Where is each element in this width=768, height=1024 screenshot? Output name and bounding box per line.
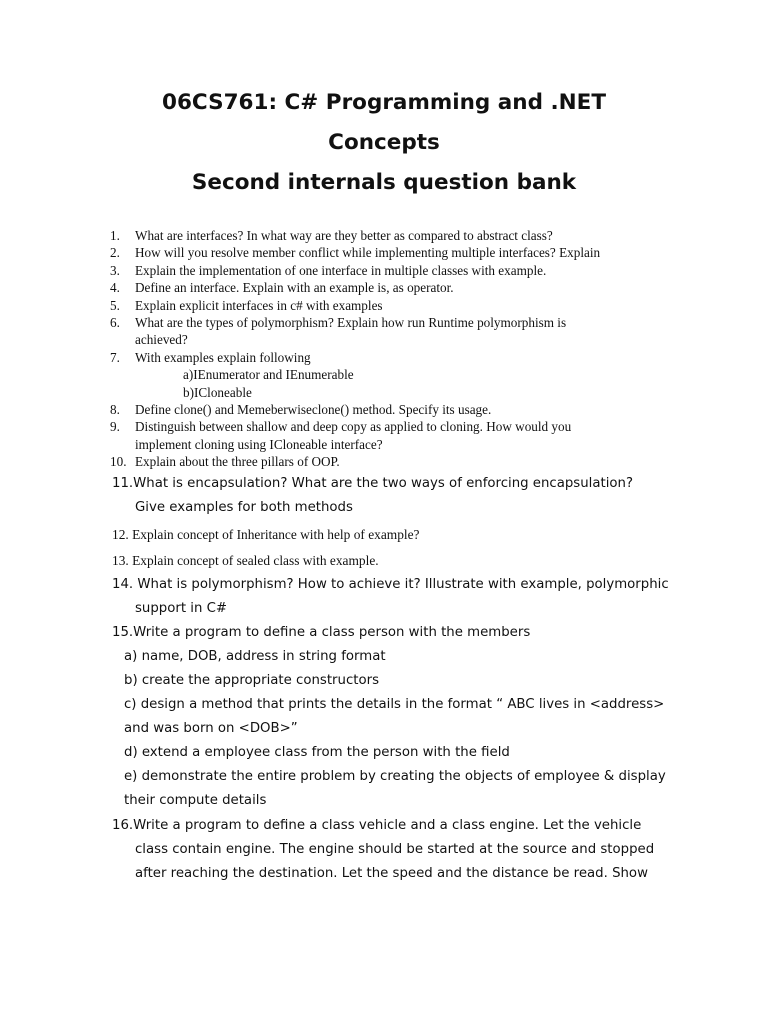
- question-item: [110, 453, 730, 470]
- question-text: 14. What is polymorphism? How to achieve it? Illustrate with example, polymorphic: [112, 577, 669, 592]
- question-text: Distinguish between shallow and deep copy as applied to cloning. How would you: [135, 419, 572, 435]
- question-number: 5.: [110, 297, 120, 313]
- question-text-continued: class contain engine. The engine should be started at the source and stopped: [135, 842, 655, 857]
- question-11: [112, 472, 712, 520]
- question-item: [110, 418, 730, 453]
- question-text: 16.Write a program to define a class vehicle and a class engine. Let the vehicle: [112, 818, 642, 833]
- document-subtitle: Second internals question bank: [191, 170, 577, 195]
- question-16: [112, 814, 712, 886]
- sub-question: d) extend a employee class from the person with the field: [124, 745, 510, 760]
- question-number: 10.: [110, 454, 127, 470]
- question-text: How will you resolve member conflict while implementing multiple interfaces? Explain: [135, 245, 601, 261]
- question-number: 7.: [110, 349, 120, 365]
- sub-question-continued: their compute details: [124, 793, 267, 808]
- question-12: 12. Explain concept of Inheritance with help of example?: [112, 527, 420, 542]
- question-text: 11.What is encapsulation? What are the two ways of enforcing encapsulation?: [112, 476, 634, 491]
- question-item: [110, 314, 730, 349]
- question-14: [112, 573, 712, 621]
- question-15-subparts: [124, 645, 724, 813]
- question-text: What are the types of polymorphism? Explain how run Runtime polymorphism is: [135, 315, 567, 331]
- question-item: [110, 244, 730, 261]
- question-text-continued: achieved?: [135, 332, 188, 348]
- sub-question: a)IEnumerator and IEnumerable: [183, 367, 354, 383]
- question-text-continued: implement cloning using ICloneable interface?: [135, 436, 383, 452]
- question-text: With examples explain following: [135, 349, 311, 365]
- question-list-part-1: [110, 227, 730, 471]
- question-text: What are interfaces? In what way are they better as compared to abstract class?: [135, 228, 553, 243]
- question-15: [112, 621, 712, 645]
- sub-question: e) demonstrate the entire problem by creating the objects of employee & display: [124, 769, 666, 784]
- question-text-continued: Give examples for both methods: [135, 500, 353, 515]
- question-item: [110, 262, 730, 279]
- question-text: Define clone() and Memeberwiseclone() method. Specify its usage.: [135, 402, 492, 418]
- question-number: 1.: [110, 228, 120, 243]
- question-text: Explain explicit interfaces in c# with examples: [135, 297, 383, 313]
- question-item: [110, 349, 730, 401]
- question-text: 15.Write a program to define a class person with the members: [112, 625, 531, 640]
- question-text: Explain the implementation of one interface in multiple classes with example.: [135, 262, 547, 278]
- sub-question: b) create the appropriate constructors: [124, 673, 380, 688]
- question-number: 3.: [110, 262, 120, 278]
- course-title-continued: Concepts: [328, 130, 440, 155]
- question-text: Explain about the three pillars of OOP.: [135, 454, 340, 470]
- course-title: 06CS761: C# Programming and .NET: [161, 90, 606, 115]
- sub-question: c) design a method that prints the details in the format “ ABC lives in <address>: [124, 697, 665, 712]
- question-item: [110, 297, 730, 314]
- sub-question: b)ICloneable: [183, 384, 252, 400]
- question-13: 13. Explain concept of sealed class with example.: [112, 553, 379, 568]
- question-item: [110, 279, 730, 296]
- question-number: 6.: [110, 315, 120, 331]
- question-item: [110, 227, 730, 244]
- question-text-continued: after reaching the destination. Let the speed and the distance be read. Show: [135, 866, 648, 881]
- question-number: 2.: [110, 245, 120, 261]
- question-number: 9.: [110, 419, 120, 435]
- question-text-continued: support in C#: [135, 601, 228, 616]
- question-item: [110, 401, 730, 418]
- question-number: 4.: [110, 280, 120, 296]
- question-number: 8.: [110, 402, 120, 418]
- sub-question: a) name, DOB, address in string format: [124, 649, 386, 664]
- question-text: Define an interface. Explain with an example is, as operator.: [135, 280, 454, 296]
- sub-question-continued: and was born on <DOB>”: [124, 721, 298, 736]
